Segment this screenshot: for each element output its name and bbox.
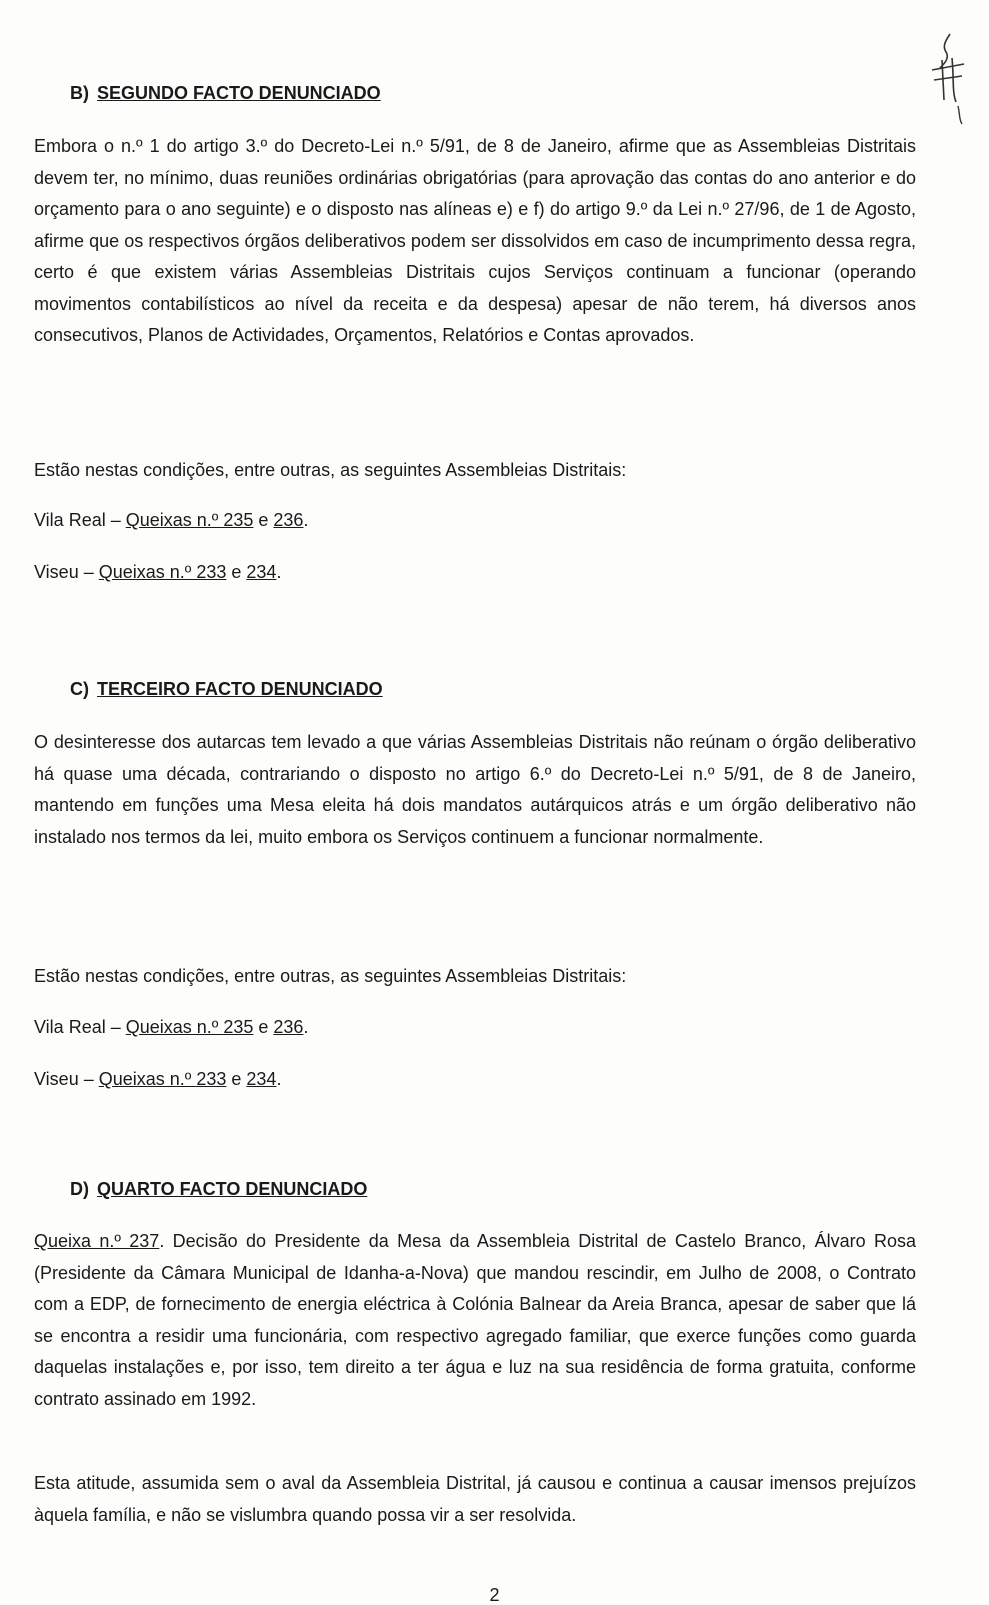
item-conj: e: [226, 562, 247, 582]
handwritten-initials-icon: [928, 30, 968, 126]
section-b-intro: Estão nestas condições, entre outras, as seguintes Assembleias Distritais:: [34, 460, 627, 480]
section-d-letter: D): [70, 1179, 89, 1199]
page-number: 2: [489, 1585, 500, 1605]
section-c-item-viseu: [34, 1067, 281, 1091]
section-b-letter: B): [70, 83, 89, 103]
complaint-ref: Queixa n.º 237: [34, 1231, 160, 1251]
section-b-item-viseu: [34, 560, 281, 584]
complaint-ref: Queixas n.º 233: [98, 562, 227, 582]
complaint-ref: 236: [273, 1017, 304, 1037]
section-c-letter: C): [70, 679, 89, 699]
complaint-ref: 234: [246, 562, 277, 582]
item-conj: e: [253, 1017, 274, 1037]
section-d-paragraph-1: [34, 1226, 916, 1415]
complaint-ref: 236: [273, 510, 304, 530]
section-d-paragraph-2: Esta atitude, assumida sem o aval da Assembleia Distrital, já causou e continua a causar imensos prejuízos àquela família, e não se vislumbra quando possa vir a ser resolvida.: [34, 1473, 916, 1525]
item-conj: e: [253, 510, 274, 530]
complaint-ref: Queixas n.º 235: [125, 510, 254, 530]
item-place: Vila Real –: [34, 510, 126, 530]
complaint-ref: Queixas n.º 235: [125, 1017, 254, 1037]
item-end: .: [303, 510, 309, 530]
section-d-title: QUARTO FACTO DENUNCIADO: [97, 1179, 368, 1199]
section-c-heading: [70, 677, 383, 701]
section-c-intro: Estão nestas condições, entre outras, as seguintes Assembleias Distritais:: [34, 966, 627, 986]
item-place: Vila Real –: [34, 1017, 126, 1037]
section-b-heading: [70, 81, 381, 105]
section-d-paragraph-1-text: . Decisão do Presidente da Mesa da Assembleia Distrital de Castelo Branco, Álvaro Rosa (Presidente da Câmara Municipal de Idanha-a-Nova) que mandou rescindir, em Julho de 2008, o Contrato com a EDP, de fornecimento de energia eléctrica à Colónia Balnear da Areia Branca, apesar de saber que lá se encontra a residir uma funcionária, com respectivo agregado familiar, que exerce funções como guarda daquelas instalações e, por isso, tem direito a ter água e luz na sua residência de forma gratuita, conforme contrato assinado em 1992.: [34, 1231, 917, 1409]
item-end: .: [276, 1069, 282, 1089]
section-c-title: TERCEIRO FACTO DENUNCIADO: [97, 679, 383, 699]
section-b-paragraph: Embora o n.º 1 do artigo 3.º do Decreto-Lei n.º 5/91, de 8 de Janeiro, afirme que as Assembleias Distritais devem ter, no mínimo, duas reuniões ordinárias obrigatórias (para aprovação das contas do ano anterior e do orçamento para o ano seguinte) e o disposto nas alíneas e) e f) do artigo 9.º da Lei n.º 27/96, de 1 de Agosto, afirme que os respectivos órgãos deliberativos podem ser dissolvidos em caso de incumprimento dessa regra, certo é que existem várias Assembleias Distritais cujos Serviços continuam a funcionar (operando movimentos contabilísticos ao nível da receita e da despesa) apesar de não terem, há diversos anos consecutivos, Planos de Actividades, Orçamentos, Relatórios e Contas aprovados.: [34, 136, 916, 345]
complaint-ref: 234: [246, 1069, 277, 1089]
item-place: Viseu –: [34, 562, 99, 582]
section-c-paragraph: O desinteresse dos autarcas tem levado a que várias Assembleias Distritais não reúnam o órgão deliberativo há quase uma década, contrariando o disposto no artigo 6.º do Decreto-Lei n.º 5/91, de 8 de Janeiro, mantendo em funções uma Mesa eleita há dois mandatos autárquicos atrás e um órgão deliberativo não instalado nos termos da lei, muito embora os Serviços continuem a funcionar normalmente.: [34, 732, 916, 847]
section-b-title: SEGUNDO FACTO DENUNCIADO: [97, 83, 381, 103]
item-place: Viseu –: [34, 1069, 99, 1089]
section-c-item-vila-real: [34, 1015, 308, 1039]
item-conj: e: [226, 1069, 247, 1089]
section-d-heading: [70, 1177, 367, 1201]
complaint-ref: Queixas n.º 233: [98, 1069, 227, 1089]
section-b-item-vila-real: [34, 508, 308, 532]
item-end: .: [276, 562, 282, 582]
item-end: .: [303, 1017, 309, 1037]
